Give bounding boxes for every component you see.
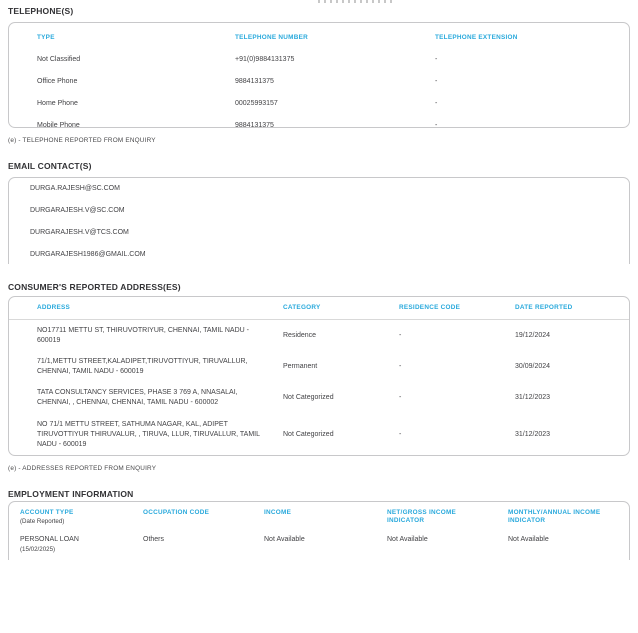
table-row <box>9 93 629 115</box>
telephone-extension: - <box>435 122 438 129</box>
table-row <box>9 414 629 456</box>
address-date-reported: 31/12/2023 <box>515 431 551 438</box>
table-row <box>9 320 629 351</box>
employment-account-type: PERSONAL LOAN <box>20 536 79 543</box>
telephone-extension: - <box>435 78 438 85</box>
table-row <box>9 115 629 137</box>
list-item <box>9 178 629 200</box>
list-item <box>9 200 629 222</box>
telephones-header-row <box>9 23 629 49</box>
address-category: Residence <box>283 331 317 339</box>
telephones-section-title: TELEPHONE(S) <box>8 6 74 16</box>
address-date-reported: 19/12/2024 <box>515 331 551 339</box>
address-date-reported: 31/12/2023 <box>515 394 551 401</box>
column-header-telephone-extension: TELEPHONE EXTENSION <box>435 33 518 41</box>
column-header-monthly-annual-income-indicator: MONTHLY/ANNUAL INCOME INDICATOR <box>508 509 601 524</box>
telephone-number: +91(0)9884131375 <box>235 56 295 63</box>
telephone-type: Home Phone <box>37 100 78 107</box>
address-value: 71/1,METTU STREET,KALADIPET,TIRUVOTTIYUR, TIRUVALLUR, CHENNAI, TAMIL NADU - 600019 <box>37 357 248 375</box>
telephones-footnote: (e) - TELEPHONE REPORTED FROM ENQUIRY <box>8 137 156 144</box>
address-residence-code: - <box>399 394 402 401</box>
column-header-account-type-sub: (Date Reported) <box>20 518 65 525</box>
email-address: DURGA.RAJESH@SC.COM <box>30 185 120 192</box>
employment-date-reported: (15/02/2025) <box>20 546 56 553</box>
clipped-text-fragment <box>318 0 392 3</box>
address-residence-code: - <box>399 362 402 370</box>
email-address: DURGARAJESH1986@GMAIL.COM <box>30 251 146 258</box>
column-header-category: CATEGORY <box>283 304 321 311</box>
emails-section-title: EMAIL CONTACT(S) <box>8 161 92 171</box>
address-value: NO17711 METTU ST, THIRUVOTRIYUR, CHENNAI, TAMIL NADU - 600019 <box>37 326 249 344</box>
address-value: TATA CONSULTANCY SERVICES, PHASE 3 769 A, NNASALAI, CHENNAI, , CHENNAI, CHENNAI, TAMIL NADU - 600002 <box>37 389 238 406</box>
list-item <box>9 222 629 244</box>
employment-table <box>8 501 630 560</box>
address-category: Not Categorized <box>283 394 334 401</box>
employment-section-title: EMPLOYMENT INFORMATION <box>8 489 134 499</box>
telephones-table <box>8 22 630 128</box>
column-header-residence-code: RESIDENCE CODE <box>399 304 461 311</box>
table-row <box>9 71 629 93</box>
addresses-footnote: (e) - ADDRESSES REPORTED FROM ENQUIRY <box>8 465 157 472</box>
addresses-section-title: CONSUMER'S REPORTED ADDRESS(ES) <box>8 282 181 292</box>
employment-net-gross: Not Available <box>387 536 428 543</box>
addresses-header-row <box>9 297 629 320</box>
telephone-number: 9884131375 <box>235 78 274 85</box>
table-row <box>9 526 629 554</box>
employment-monthly-annual: Not Available <box>508 536 549 543</box>
column-header-type: TYPE <box>37 33 55 41</box>
telephone-type: Mobile Phone <box>37 122 80 129</box>
telephone-extension: - <box>435 56 438 63</box>
address-date-reported: 30/09/2024 <box>515 362 551 370</box>
table-row <box>9 351 629 382</box>
addresses-table <box>8 296 630 456</box>
telephone-type: Office Phone <box>37 78 78 85</box>
column-header-net-gross-income-indicator: NET/GROSS INCOME INDICATOR <box>387 509 457 524</box>
column-header-occupation-code: OCCUPATION CODE <box>143 509 210 516</box>
employment-occupation-code: Others <box>143 536 165 543</box>
table-row <box>9 49 629 71</box>
table-row <box>9 382 629 414</box>
column-header-income: INCOME <box>264 509 292 516</box>
address-value: NO 71/1 METTU STREET, SATHUMA NAGAR, KAL, ADIPET TIRUVOTTIYUR THIRUVALUR, , TIRUVA, LLUR, TIRUVALLUR, TAMIL NADU - 600019 <box>37 421 260 448</box>
address-residence-code: - <box>399 431 402 438</box>
address-category: Not Categorized <box>283 431 334 438</box>
telephone-type: Not Classified <box>37 56 81 63</box>
telephone-extension: - <box>435 100 438 107</box>
telephone-number: 00025993157 <box>235 100 278 107</box>
email-address: DURGARAJESH.V@SC.COM <box>30 207 125 214</box>
employment-header-row <box>9 502 629 526</box>
list-item <box>9 244 629 266</box>
telephone-number: 9884131375 <box>235 122 274 129</box>
emails-list <box>8 177 630 264</box>
address-residence-code: - <box>399 331 402 339</box>
employment-income: Not Available <box>264 536 305 543</box>
column-header-account-type: ACCOUNT TYPE <box>20 509 74 516</box>
column-header-address: ADDRESS <box>37 304 71 311</box>
column-header-telephone-number: TELEPHONE NUMBER <box>235 33 308 41</box>
address-category: Permanent <box>283 362 318 370</box>
email-address: DURGARAJESH.V@TCS.COM <box>30 229 129 236</box>
column-header-date-reported: DATE REPORTED <box>515 304 573 311</box>
